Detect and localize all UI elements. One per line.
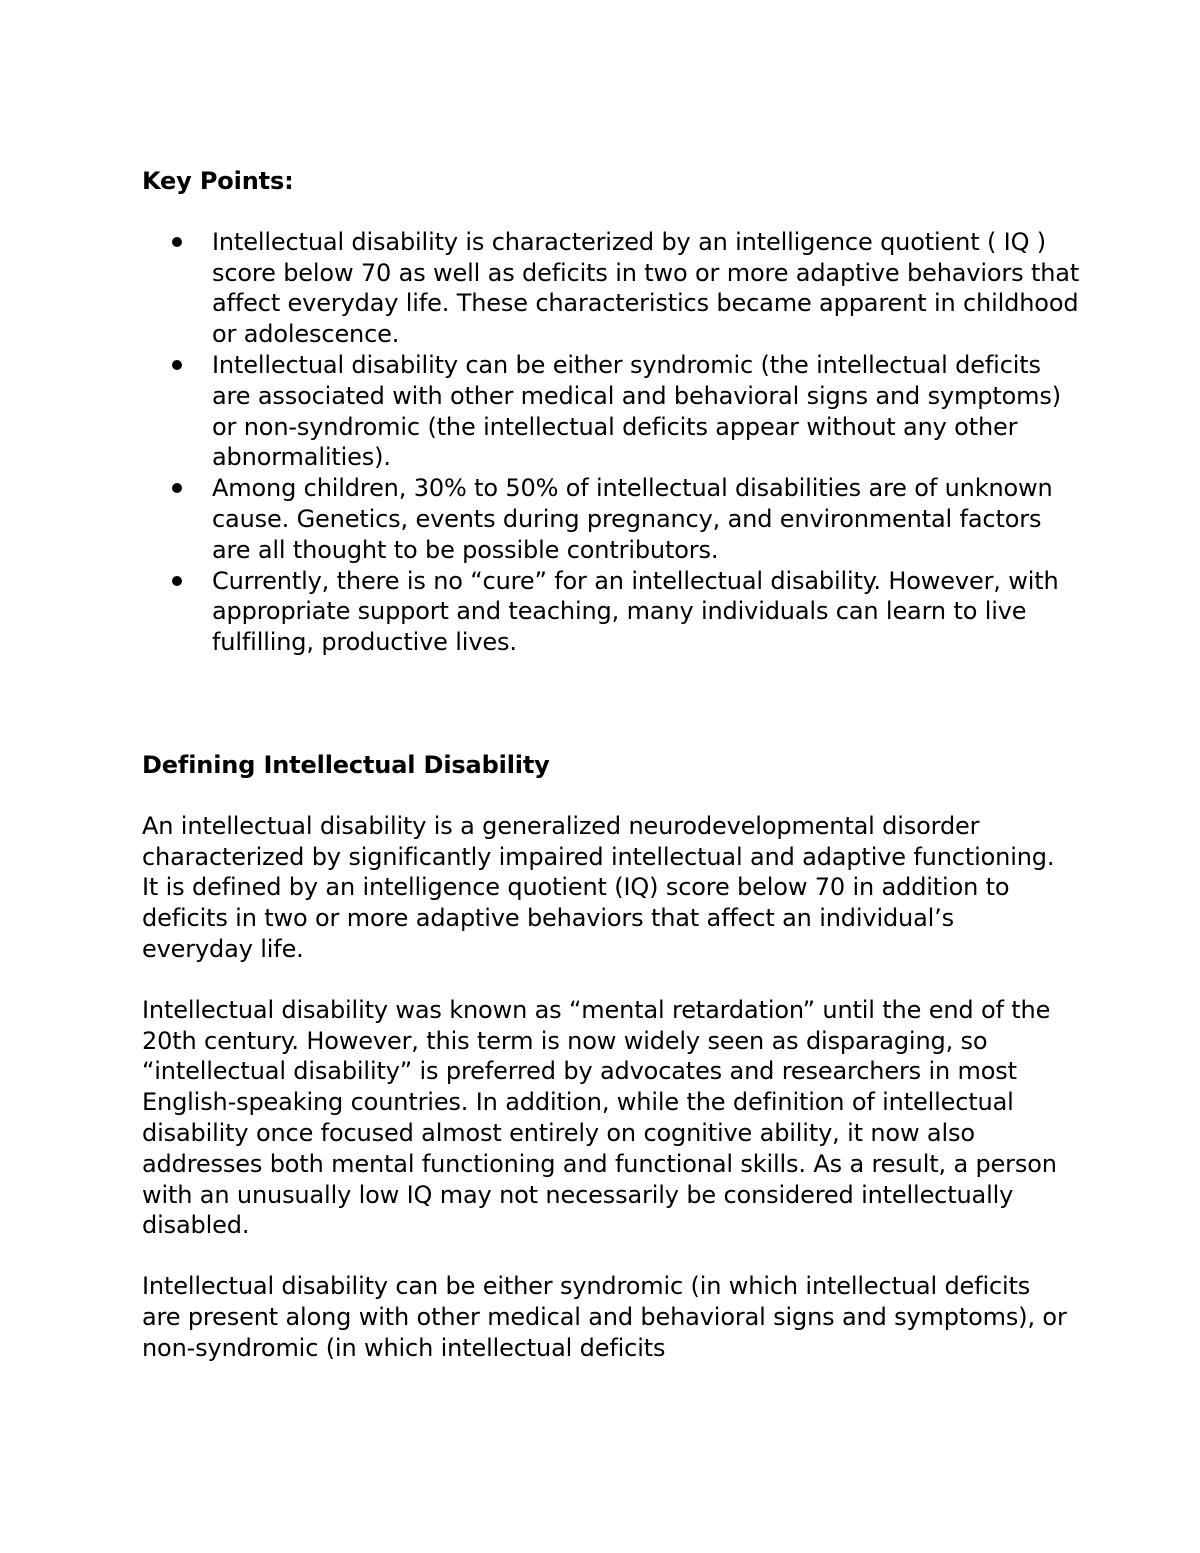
key-point-item: [142, 566, 1082, 658]
bullet-icon: [172, 360, 182, 370]
section-heading: Defining Intellectual Disability: [142, 750, 550, 779]
key-point-item: [142, 350, 1082, 473]
document-content: [142, 166, 1080, 1394]
body-paragraph: Intellectual disability can be either syndromic (in which intellectual deficits are present along with other medical and behavioral signs and symptoms), or non-syndromic (in which intellectual deficits: [142, 1272, 1067, 1362]
key-point-text: Among children, 30% to 50% of intellectual disabilities are of unknown cause. Genetics, events during pregnancy, and environmental factors are all thought to be possible contributors.: [212, 474, 1053, 564]
key-point-item: [142, 473, 1082, 565]
key-point-text: Currently, there is no “cure” for an intellectual disability. However, with appropriate support and teaching, many individuals can learn to live fulfilling, productive lives.: [212, 566, 1059, 657]
body-paragraph: Intellectual disability was known as “mental retardation” until the end of the 20th century. However, this term is now widely seen as disparaging, so “intellectual disability” is preferred by advocates and researchers in most English-speaking countries. In addition, while the definition of intellectual disability once focused almost entirely on cognitive ability, it now also addresses both mental functioning and functional skills. As a result, a person with an unusually low IQ may not necessarily be considered intellectually disabled.: [142, 995, 1057, 1240]
bullet-icon: [172, 576, 182, 586]
key-points-list: [142, 227, 1080, 658]
bullet-icon: [172, 237, 182, 247]
bullet-icon: [172, 483, 182, 493]
key-points-heading: Key Points:: [142, 167, 294, 195]
body-paragraph: An intellectual disability is a generalized neurodevelopmental disorder characterized by significantly impaired intellectual and adaptive functioning. It is defined by an intelligence quotient (IQ) score below 70 in addition to deficits in two or more adaptive behaviors that affect an individual’s everyday life.: [142, 811, 1055, 963]
key-point-text: Intellectual disability can be either syndromic (the intellectual deficits are associated with other medical and behavioral signs and symptoms) or non-syndromic (the intellectual deficits appear without any other abnormalities).: [212, 350, 1061, 472]
key-point-item: [142, 227, 1082, 350]
key-point-text: Intellectual disability is characterized by an intelligence quotient ( IQ ) score below 70 as well as deficits in two or more adaptive behaviors that affect everyday life. These characteristics became apparent in childhood or adolescence.: [212, 227, 1080, 349]
